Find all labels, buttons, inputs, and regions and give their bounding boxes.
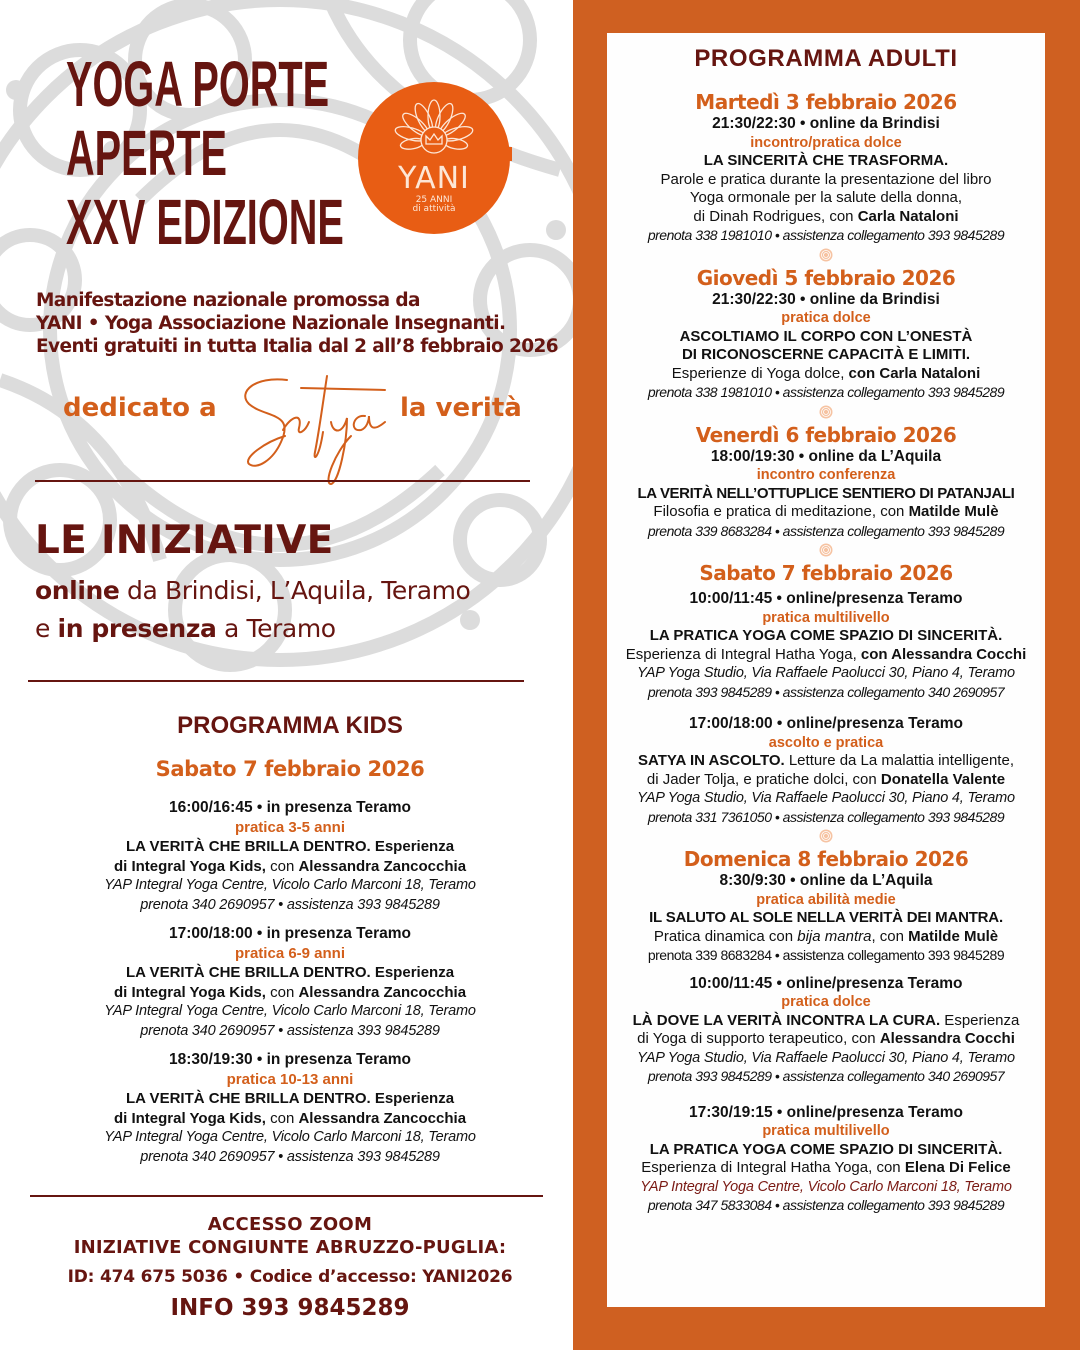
logo-subtitle bbox=[358, 196, 510, 214]
event-with: con bbox=[265, 1109, 299, 1127]
event-time: 21:30/22:30 • online da Brindisi bbox=[712, 115, 940, 132]
initiatives-presence-city: a Teramo bbox=[216, 614, 336, 643]
title-line: YOGA PORTE bbox=[66, 48, 330, 120]
event-booking: prenota 339 8683284 • assistenza collegamento 393 9845289 bbox=[647, 522, 1005, 539]
kids-events bbox=[60, 798, 520, 1176]
logo-brand: YANI bbox=[398, 161, 470, 196]
event-booking: prenota 393 9845289 • assistenza collegamento 340 2690957 bbox=[647, 1068, 1005, 1084]
adult-event bbox=[607, 115, 1045, 245]
event-description bbox=[60, 857, 520, 877]
kids-event bbox=[60, 924, 520, 1041]
event-location: YAP Integral Yoga Centre, Vicolo Carlo Marconi 18, Teramo bbox=[104, 1129, 476, 1145]
logo-subtitle-line: di attività bbox=[412, 204, 456, 214]
event-booking: prenota 338 1981010 • assistenza collegamento 393 9845289 bbox=[647, 384, 1005, 400]
event-body bbox=[607, 1030, 1045, 1049]
event-description bbox=[60, 1109, 520, 1129]
event-title bbox=[607, 909, 1045, 928]
event-kind: pratica multilivello bbox=[762, 609, 890, 626]
title-line: XXV EDIZIONE bbox=[66, 186, 344, 258]
adult-event bbox=[607, 448, 1045, 541]
event-time: 18:00/19:30 • online da L’Aquila bbox=[710, 447, 942, 465]
divider bbox=[35, 480, 530, 482]
event-title: LA VERITÀ CHE BRILLA DENTRO. Esperienza bbox=[125, 838, 455, 855]
event-time: 10:00/11:45 • online/presenza Teramo bbox=[689, 590, 963, 607]
event-kind: pratica multilivello bbox=[762, 1123, 890, 1139]
event-teacher: Donatella Valente bbox=[880, 770, 1006, 788]
adult-event bbox=[607, 590, 1045, 701]
event-title bbox=[607, 152, 1045, 171]
event-kind: pratica 10-13 anni bbox=[226, 1070, 354, 1088]
adult-event bbox=[607, 872, 1045, 965]
event-body bbox=[607, 208, 1045, 227]
event-description bbox=[60, 837, 520, 857]
zoom-access-info bbox=[0, 1214, 580, 1322]
flower-divider-icon bbox=[819, 829, 833, 843]
event-booking: prenota 340 2690957 • assistenza 393 9845289 bbox=[140, 896, 440, 913]
event-kind: pratica abilità medie bbox=[756, 891, 896, 908]
event-title-text: LÀ DOVE LA VERITÀ INCONTRA LA CURA. bbox=[632, 1011, 941, 1029]
event-title bbox=[607, 627, 1045, 646]
event-title-text: ASCOLTIAMO IL CORPO CON L’ONESTÀ bbox=[679, 327, 973, 345]
event-time: 17:00/18:00 • in presenza Teramo bbox=[168, 925, 412, 942]
event-body: Yoga ormonale per la salute della donna, bbox=[689, 189, 963, 206]
event-body-text: Esperienza bbox=[940, 1011, 1020, 1029]
event-teacher: Elena Di Felice bbox=[904, 1159, 1011, 1176]
event-body-text: , con bbox=[871, 927, 909, 945]
event-kind: ascolto e pratica bbox=[768, 734, 884, 751]
adult-event bbox=[607, 291, 1045, 402]
event-description bbox=[60, 963, 520, 983]
event-location: YAP Integral Yoga Centre, Vicolo Carlo Marconi 18, Teramo bbox=[640, 1178, 1012, 1195]
event-teacher: Matilde Mulè bbox=[908, 503, 999, 520]
event-body-text: di Jader Tolja, e pratiche dolci, con bbox=[646, 770, 881, 788]
event-body-text: Esperienze di Yoga dolce, bbox=[671, 364, 849, 382]
event-kind: incontro conferenza bbox=[756, 467, 896, 483]
initiatives-line bbox=[35, 572, 575, 610]
event-body bbox=[607, 928, 1045, 947]
event-title: LA VERITÀ CHE BRILLA DENTRO. Esperienza bbox=[125, 964, 455, 981]
event-teacher: Alessandra Zancocchia bbox=[298, 1109, 467, 1127]
event-body bbox=[607, 771, 1045, 790]
initiatives-line bbox=[35, 610, 575, 648]
event-subtitle: di Integral Yoga Kids, bbox=[113, 857, 266, 875]
zoom-heading: ACCESSO ZOOM bbox=[207, 1214, 373, 1235]
kids-program-date: Sabato 7 febbraio 2026 bbox=[155, 757, 425, 781]
event-body-text: Esperienza di Integral Hatha Yoga, con bbox=[641, 1159, 905, 1176]
event-body: Parole e pratica durante la presentazione del libro bbox=[660, 170, 992, 188]
dedication-prefix: dedicato a bbox=[63, 393, 217, 423]
adult-event bbox=[607, 715, 1045, 826]
event-title-text: IL SALUTO AL SOLE NELLA VERITÀ DEI MANTRA. bbox=[649, 909, 1003, 926]
spacer bbox=[607, 1086, 1045, 1104]
kids-event bbox=[60, 798, 520, 915]
event-kind: pratica 3-5 anni bbox=[234, 818, 346, 836]
initiatives-cities: da Brindisi, L’Aquila, Teramo bbox=[119, 576, 471, 605]
event-body-text: Letture da La malattia intelligente, bbox=[784, 752, 1014, 769]
event-time: 17:30/19:15 • online/presenza Teramo bbox=[689, 1103, 963, 1121]
event-location: YAP Integral Yoga Centre, Vicolo Carlo Marconi 18, Teramo bbox=[104, 877, 476, 893]
logo-subtitle-line: 25 ANNI bbox=[415, 195, 453, 205]
promo-line: Eventi gratuiti in tutta Italia dal 2 all’8 febbraio 2026 bbox=[36, 336, 559, 357]
event-teacher: Alessandra Zancocchia bbox=[298, 857, 467, 875]
flower-divider-icon bbox=[819, 543, 833, 557]
event-kind: pratica 6-9 anni bbox=[234, 944, 346, 962]
event-title bbox=[607, 752, 1045, 771]
event-body-text: di Yoga di supporto terapeutico, con bbox=[637, 1030, 880, 1047]
promo-text bbox=[36, 289, 576, 358]
day-heading: Giovedì 5 febbraio 2026 bbox=[696, 265, 956, 290]
flower-divider-icon bbox=[819, 405, 833, 419]
event-description bbox=[60, 1089, 520, 1109]
event-teacher: Carla Nataloni bbox=[857, 207, 959, 225]
event-time: 21:30/22:30 • online da Brindisi bbox=[712, 290, 940, 308]
yani-logo bbox=[358, 82, 510, 234]
initiatives-conj: e bbox=[35, 614, 58, 643]
event-title-text: LA PRATICA YOGA COME SPAZIO DI SINCERITÀ. bbox=[649, 1140, 1003, 1158]
event-location: YAP Integral Yoga Centre, Vicolo Carlo Marconi 18, Teramo bbox=[104, 1003, 476, 1019]
event-body-text: Esperienza di Integral Hatha Yoga, bbox=[625, 645, 861, 663]
adult-program-box bbox=[607, 33, 1045, 1307]
event-description bbox=[60, 983, 520, 1003]
event-booking: prenota 331 7361050 • assistenza collegamento 393 9845289 bbox=[647, 808, 1005, 825]
adult-event bbox=[607, 975, 1045, 1086]
event-teacher: Alessandra Zancocchia bbox=[298, 983, 467, 1001]
event-kind: pratica dolce bbox=[781, 994, 871, 1010]
day-heading: Martedì 3 febbraio 2026 bbox=[695, 90, 957, 114]
title-line: APERTE bbox=[66, 117, 227, 189]
promo-line: YANI • Yoga Associazione Nazionale Insegnanti. bbox=[36, 313, 506, 334]
event-title-text: SATYA IN ASCOLTO. bbox=[637, 752, 785, 769]
event-booking: prenota 347 5833084 • assistenza collegamento 393 9845289 bbox=[647, 1197, 1005, 1213]
event-body bbox=[607, 646, 1045, 665]
adult-event bbox=[607, 1104, 1045, 1215]
spacer bbox=[607, 965, 1045, 975]
event-title bbox=[66, 48, 344, 258]
event-title bbox=[607, 485, 1045, 504]
event-time: 8:30/9:30 • online da L’Aquila bbox=[719, 872, 933, 889]
event-location: YAP Yoga Studio, Via Raffaele Paolucci 30, Piano 4, Teramo bbox=[637, 790, 1015, 806]
event-subtitle: di Integral Yoga Kids, bbox=[113, 1109, 266, 1127]
event-body-text: di Dinah Rodrigues, con bbox=[693, 207, 858, 225]
event-booking: prenota 340 2690957 • assistenza 393 9845289 bbox=[140, 1148, 440, 1165]
event-time: 18:30/19:30 • in presenza Teramo bbox=[168, 1051, 412, 1068]
divider bbox=[30, 1195, 543, 1197]
event-teacher: Matilde Mulè bbox=[908, 927, 999, 945]
initiatives-presence: in presenza bbox=[57, 614, 217, 643]
initiatives-online: online bbox=[35, 576, 120, 605]
spacer bbox=[607, 701, 1045, 715]
event-body bbox=[607, 503, 1045, 522]
promo-line: Manifestazione nazionale promossa da bbox=[36, 290, 420, 311]
event-title-text: LA SINCERITÀ CHE TRASFORMA. bbox=[703, 152, 949, 169]
event-time: 17:00/18:00 • online/presenza Teramo bbox=[689, 715, 963, 732]
event-teacher: con Alessandra Cocchi bbox=[860, 645, 1027, 663]
adult-program-title: PROGRAMMA ADULTI bbox=[694, 45, 958, 72]
event-subtitle: di Integral Yoga Kids, bbox=[113, 983, 266, 1001]
zoom-credentials: ID: 474 675 5036 • Codice d’accesso: YANI2026 bbox=[67, 1267, 513, 1287]
event-title bbox=[607, 328, 1045, 347]
info-phone: INFO 393 9845289 bbox=[170, 1295, 410, 1321]
event-location: YAP Yoga Studio, Via Raffaele Paolucci 30, Piano 4, Teramo bbox=[637, 665, 1015, 681]
day-heading: Venerdì 6 febbraio 2026 bbox=[695, 422, 957, 447]
satya-script-lettering bbox=[235, 372, 405, 492]
event-kind: incontro/pratica dolce bbox=[750, 134, 902, 151]
day-heading: Domenica 8 febbraio 2026 bbox=[683, 847, 969, 871]
day-heading: Sabato 7 febbraio 2026 bbox=[699, 561, 953, 585]
event-body-text: Pratica dinamica con bbox=[653, 927, 798, 945]
event-body-text: Filosofia e pratica di meditazione, con bbox=[653, 503, 909, 520]
event-with: con bbox=[265, 857, 299, 875]
event-time: 10:00/11:45 • online/presenza Teramo bbox=[689, 974, 963, 992]
event-body bbox=[607, 365, 1045, 384]
event-body-italic: bija mantra bbox=[797, 927, 872, 945]
event-with: con bbox=[265, 983, 299, 1001]
event-title bbox=[607, 346, 1045, 365]
event-title-text: LA VERITÀ NELL’OTTUPLICE SENTIERO DI PATANJALI bbox=[637, 484, 1015, 502]
event-title bbox=[607, 1141, 1045, 1160]
event-body bbox=[607, 1159, 1045, 1178]
flower-divider-icon bbox=[819, 248, 833, 262]
event-teacher: Alessandra Cocchi bbox=[879, 1030, 1015, 1047]
zoom-subheading: INIZIATIVE CONGIUNTE ABRUZZO-PUGLIA: bbox=[73, 1237, 507, 1258]
dedication-suffix: la verità bbox=[400, 393, 522, 423]
event-teacher: con Carla Nataloni bbox=[848, 364, 981, 382]
event-title bbox=[607, 1012, 1045, 1031]
event-time: 16:00/16:45 • in presenza Teramo bbox=[168, 799, 412, 816]
adult-program-panel bbox=[573, 0, 1080, 1350]
adult-events bbox=[607, 89, 1045, 1215]
kids-program-title: PROGRAMMA KIDS bbox=[177, 712, 403, 739]
event-kind: pratica dolce bbox=[781, 310, 871, 326]
event-title-text: LA PRATICA YOGA COME SPAZIO DI SINCERITÀ. bbox=[649, 627, 1003, 644]
event-booking: prenota 339 8683284 • assistenza collegamento 393 9845289 bbox=[647, 947, 1005, 963]
kids-event bbox=[60, 1050, 520, 1167]
event-location: YAP Yoga Studio, Via Raffaele Paolucci 30, Piano 4, Teramo bbox=[637, 1049, 1015, 1066]
event-title: LA VERITÀ CHE BRILLA DENTRO. Esperienza bbox=[125, 1090, 455, 1107]
logo-tab bbox=[509, 147, 512, 161]
initiatives-subtitle bbox=[35, 572, 575, 648]
divider bbox=[28, 680, 524, 682]
initiatives-title: LE INIZIATIVE bbox=[35, 518, 334, 563]
event-booking: prenota 338 1981010 • assistenza collegamento 393 9845289 bbox=[647, 227, 1005, 243]
event-title-text: DI RICONOSCERNE CAPACITÀ E LIMITI. bbox=[681, 346, 971, 363]
event-booking: prenota 340 2690957 • assistenza 393 9845289 bbox=[140, 1022, 440, 1039]
event-booking: prenota 393 9845289 • assistenza collegamento 340 2690957 bbox=[647, 683, 1005, 700]
